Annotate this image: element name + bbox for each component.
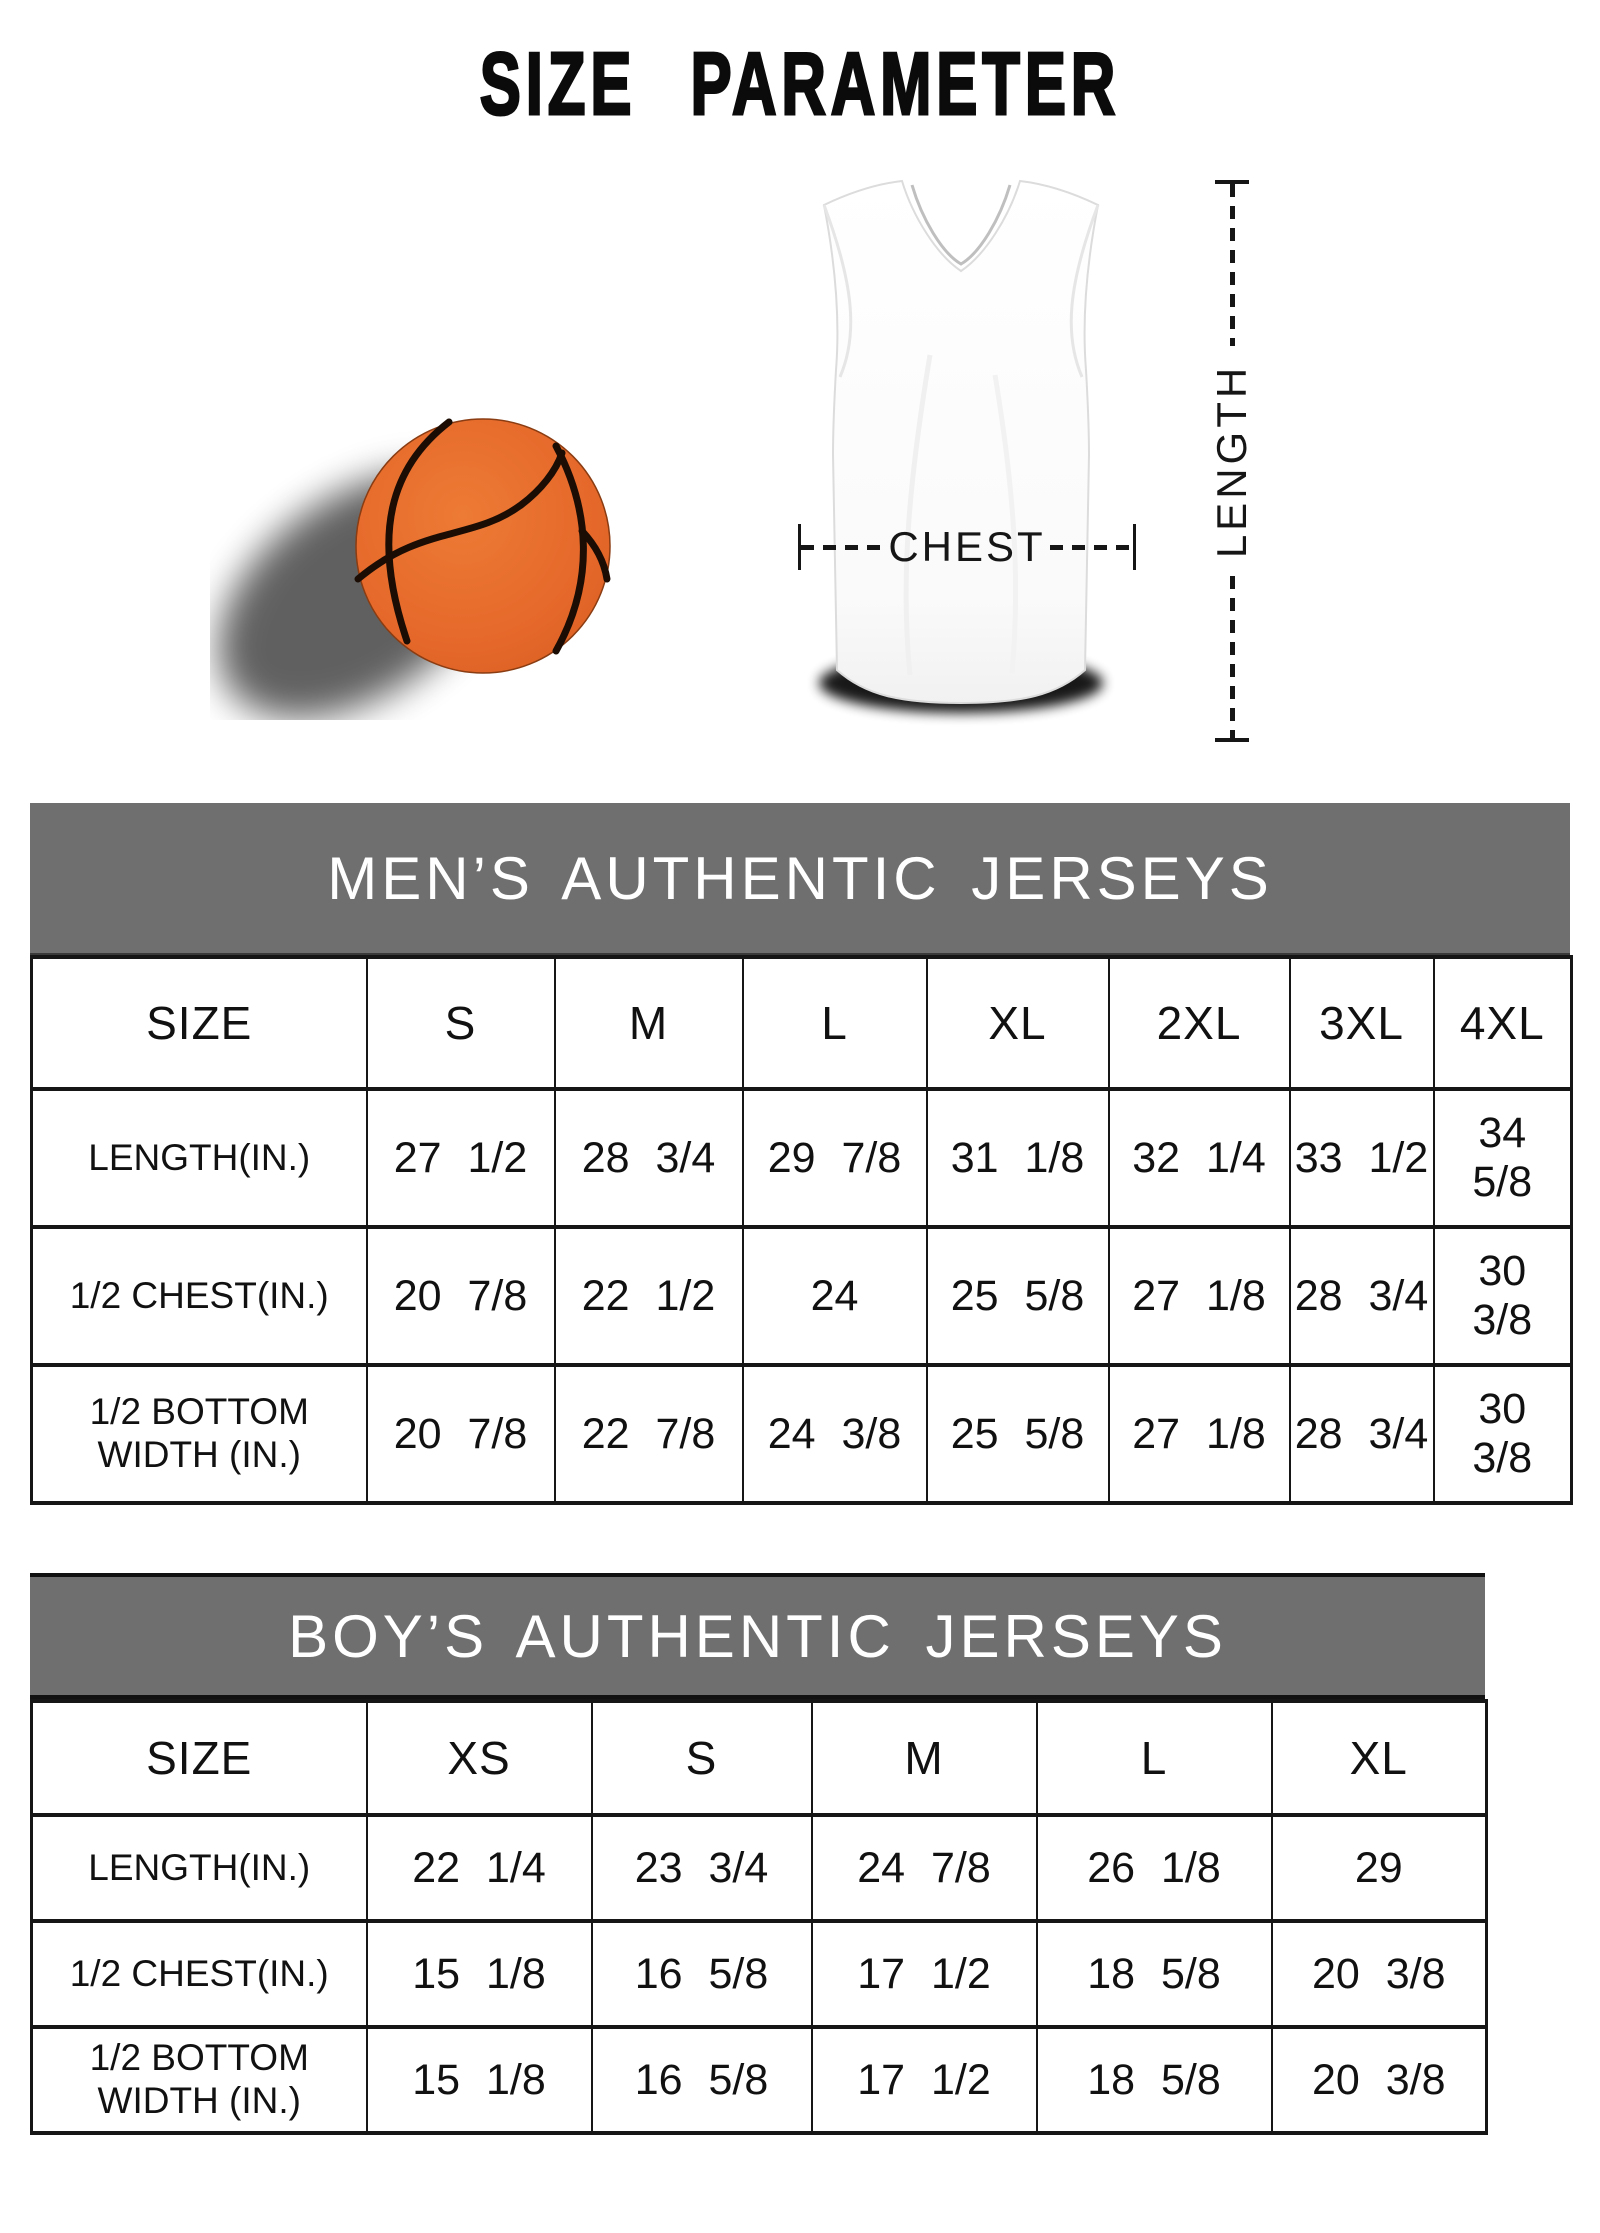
row-label: LENGTH(IN.)	[32, 1089, 367, 1227]
chest-label: CHEST	[888, 523, 1046, 570]
size-value-cell: 26 1/8	[1037, 1815, 1272, 1921]
size-header-xl: XL	[1272, 1701, 1487, 1815]
mens-table-title: MEN’S AUTHENTIC JERSEYS	[327, 844, 1273, 912]
size-header-m: M	[555, 957, 743, 1089]
size-value-cell: 22 1/2	[555, 1227, 743, 1365]
size-value-cell: 20 3/8	[1272, 1921, 1487, 2027]
size-value-cell: 22 7/8	[555, 1365, 743, 1503]
size-column-header: SIZE	[32, 957, 367, 1089]
size-value-cell: 30 3/8	[1434, 1365, 1572, 1503]
size-value-cell: 15 1/8	[367, 2027, 592, 2133]
table-row	[32, 1089, 1572, 1227]
size-value-cell: 24	[743, 1227, 927, 1365]
size-value-cell: 29 7/8	[743, 1089, 927, 1227]
size-diagram	[0, 150, 1600, 790]
table-row	[32, 1921, 1487, 2027]
dashed-line	[1230, 576, 1235, 738]
size-header-2xl: 2XL	[1109, 957, 1290, 1089]
size-value-cell: 25 5/8	[927, 1365, 1109, 1503]
row-label: 1/2 CHEST(IN.)	[32, 1921, 367, 2027]
size-header-xs: XS	[367, 1701, 592, 1815]
size-value-cell: 27 1/8	[1109, 1227, 1290, 1365]
size-value-cell: 33 1/2	[1290, 1089, 1434, 1227]
size-value-cell: 28 3/4	[1290, 1227, 1434, 1365]
size-column-header: SIZE	[32, 1701, 367, 1815]
size-header-s: S	[592, 1701, 812, 1815]
size-header-l: L	[1037, 1701, 1272, 1815]
size-value-cell: 34 5/8	[1434, 1089, 1572, 1227]
mens-table-title-band	[30, 803, 1570, 955]
measure-endcap-right	[1133, 524, 1136, 570]
row-label: 1/2 BOTTOM WIDTH (IN.)	[32, 1365, 367, 1503]
dashed-line	[1050, 545, 1133, 550]
size-header-4xl: 4XL	[1434, 957, 1572, 1089]
size-value-cell: 29	[1272, 1815, 1487, 1921]
table-row	[32, 1365, 1572, 1503]
size-header-row	[32, 957, 1572, 1089]
size-value-cell: 28 3/4	[555, 1089, 743, 1227]
row-label: LENGTH(IN.)	[32, 1815, 367, 1921]
table-row	[32, 1227, 1572, 1365]
length-label: LENGTH	[1208, 363, 1256, 559]
measure-endcap-bottom	[1215, 738, 1249, 742]
table-row	[32, 2027, 1487, 2133]
size-value-cell: 20 7/8	[367, 1227, 555, 1365]
boys-table-title: BOY’S AUTHENTIC JERSEYS	[288, 1602, 1227, 1670]
size-value-cell: 18 5/8	[1037, 1921, 1272, 2027]
jersey-illustration	[790, 175, 1132, 765]
size-value-cell: 24 7/8	[812, 1815, 1037, 1921]
page-title: SIZE PARAMETER	[479, 34, 1121, 133]
size-header-row	[32, 1701, 1487, 1815]
size-value-cell: 18 5/8	[1037, 2027, 1272, 2133]
size-header-l: L	[743, 957, 927, 1089]
row-label: 1/2 CHEST(IN.)	[32, 1227, 367, 1365]
mens-size-table	[30, 955, 1573, 1505]
size-value-cell: 27 1/8	[1109, 1365, 1290, 1503]
size-header-m: M	[812, 1701, 1037, 1815]
size-value-cell: 27 1/2	[367, 1089, 555, 1227]
mens-size-table-section	[30, 803, 1570, 1505]
size-value-cell: 15 1/8	[367, 1921, 592, 2027]
dashed-line	[801, 545, 884, 550]
row-label: 1/2 BOTTOM WIDTH (IN.)	[32, 2027, 367, 2133]
size-value-cell: 30 3/8	[1434, 1227, 1572, 1365]
size-value-cell: 23 3/4	[592, 1815, 812, 1921]
size-value-cell: 16 5/8	[592, 1921, 812, 2027]
size-value-cell: 28 3/4	[1290, 1365, 1434, 1503]
boys-size-table	[30, 1699, 1488, 2135]
size-value-cell: 25 5/8	[927, 1227, 1109, 1365]
size-value-cell: 31 1/8	[927, 1089, 1109, 1227]
size-header-3xl: 3XL	[1290, 957, 1434, 1089]
size-value-cell: 32 1/4	[1109, 1089, 1290, 1227]
boys-table-title-band	[30, 1573, 1485, 1699]
size-value-cell: 17 1/2	[812, 1921, 1037, 2027]
size-header-xl: XL	[927, 957, 1109, 1089]
size-value-cell: 20 7/8	[367, 1365, 555, 1503]
length-measure-line	[1208, 180, 1256, 742]
basketball-icon	[210, 390, 680, 720]
size-value-cell: 24 3/8	[743, 1365, 927, 1503]
size-value-cell: 22 1/4	[367, 1815, 592, 1921]
chest-measure-line	[798, 522, 1136, 572]
size-value-cell: 20 3/8	[1272, 2027, 1487, 2133]
size-header-s: S	[367, 957, 555, 1089]
size-value-cell: 17 1/2	[812, 2027, 1037, 2133]
boys-size-table-section	[30, 1573, 1485, 2135]
table-row	[32, 1815, 1487, 1921]
length-label-box	[1208, 346, 1256, 576]
size-value-cell: 16 5/8	[592, 2027, 812, 2133]
dashed-line	[1230, 184, 1235, 346]
